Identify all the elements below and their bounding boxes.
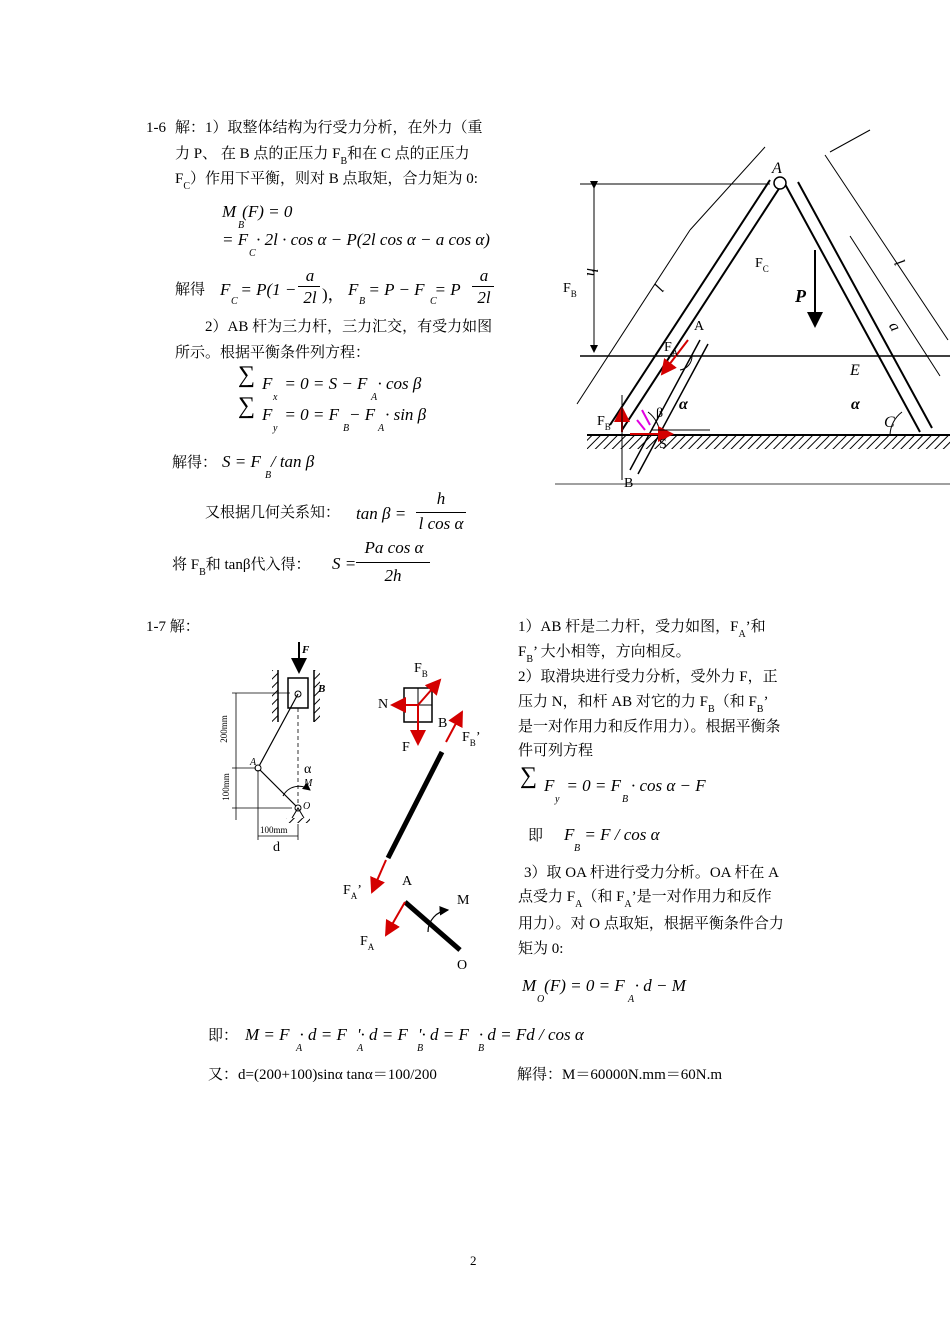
fig16-label-a: a	[885, 319, 904, 335]
p17-r1: 1）AB 杆是二力杆，受力如图，$F_A$’和	[518, 619, 766, 640]
fig16-point-A: A	[694, 319, 705, 334]
p16-tan-num: h	[436, 489, 446, 508]
p16-sumFy: F = 0 = F − F · sin β	[262, 405, 427, 424]
fig17b-B: B	[438, 716, 448, 731]
fig17-label-A: A	[250, 757, 257, 768]
p17-last-line-b: 解得：M＝60000N.mm＝60N.m	[517, 1067, 723, 1083]
p17-ji-eq: F = F / cos α	[564, 825, 660, 844]
p17-sub-B2: B	[574, 843, 581, 854]
p16-step2-a: 2）AB 杆为三力杆，三力汇交，有受力如图	[205, 319, 493, 335]
p17-final-sub2: A	[357, 1043, 364, 1054]
p17-r5: 是一对作用力和反作用力）。根据平衡条	[518, 719, 781, 735]
fig17-label-alpha: α	[304, 762, 312, 777]
fig16-S: S	[659, 437, 667, 452]
fig16-FA: $F_A$	[664, 340, 679, 358]
fig16-label-l-left: l	[651, 282, 669, 296]
problem-1-6-label: 1-6	[146, 120, 166, 136]
p16-s-num: Pa cos α	[364, 538, 424, 557]
p16-fb-num: a	[479, 266, 489, 285]
p16-sub-B2: B	[343, 423, 350, 434]
p16-subst-label: 将 $F_B$和 tanβ代入得：	[172, 557, 311, 578]
fig17-label-F: F	[302, 644, 310, 656]
sum-symbol-2: ∑	[238, 393, 256, 419]
fig16-label-h: h	[583, 268, 600, 276]
p17-r3: 2）取滑块进行受力分析，受外力 F，正	[518, 669, 778, 685]
fig16-label-alpha-right: α	[851, 396, 860, 413]
p16-tan-lhs: tan β =	[356, 504, 407, 523]
p17-sub-B1: B	[622, 794, 629, 805]
sum-symbol-3: ∑	[520, 763, 538, 789]
p17-s3b: 点受力 $F_A$（和 $F_A$’是一对作用力和反作	[518, 889, 772, 910]
fig16-label-C: C	[884, 414, 895, 431]
p16-moment-eq1: M (F) = 0	[222, 202, 293, 221]
page-number: 2	[470, 1253, 477, 1268]
fig17-label-M: M	[304, 778, 313, 789]
fig16-label-P: P	[795, 286, 806, 306]
p17-sub-y: y	[555, 794, 560, 805]
p16-fc-num: a	[305, 266, 315, 285]
p16-line1: 解：1）取整体结构为行受力分析，在外力（重	[175, 120, 483, 136]
p16-geo-label: 又根据几何关系知：	[205, 505, 341, 521]
p16-solve-label: 解得	[175, 282, 206, 298]
p17-mo-eq: M (F) = 0 = F · d − M	[522, 976, 686, 995]
fig17b-FBp: $F_B$’	[462, 730, 481, 748]
p16-line2: 力 P、 在 B 点的正压力 $F_B$和在 C 点的正压力	[175, 146, 470, 167]
p17-r6: 件可列方程	[518, 743, 594, 759]
p16-sub-A1: A	[371, 392, 378, 403]
fig16-FC: $F_C$	[755, 256, 769, 274]
p16-solve2-label: 解得：	[172, 455, 218, 471]
fig16-label-A: A	[772, 160, 782, 177]
fig17-dim-100-horizontal: 100mm	[260, 825, 288, 835]
p16-solve2-eq: S = F / tan β	[222, 452, 315, 471]
fig16-FB: $F_B$	[563, 281, 577, 299]
p16-step2-b: 所示。根据平衡条件列方程：	[175, 345, 371, 361]
p16-sub-x: x	[273, 392, 278, 403]
fig17b-N: N	[378, 697, 389, 712]
p16-sub-A2: A	[378, 423, 385, 434]
p17-r4: 压力 N，和杆 AB 对它的力 $F_B$（和 $F_B$’	[518, 694, 769, 715]
p16-line3: $F_C$）作用下平衡，则对 B 点取矩，合力矩为 0:	[175, 171, 478, 192]
fig17b-FAp: $F_A$’	[343, 883, 362, 901]
p17-final-label: 即：	[208, 1028, 239, 1044]
p17-sub-A-mo: A	[628, 994, 635, 1005]
fig16-FB2: $F_B$	[597, 414, 611, 432]
p16-fc-sub: C	[231, 296, 238, 307]
p17-sub-O: O	[537, 994, 545, 1005]
p16-sub-y: y	[273, 423, 278, 434]
fig17-label-O: O	[303, 801, 311, 812]
p16-solve2-sub: B	[265, 470, 272, 481]
fig17b-F: F	[402, 740, 410, 755]
fig16-label-alpha-left: α	[679, 396, 688, 413]
fig17b-FA: $F_A$	[360, 934, 375, 952]
fig17b-FB: $F_B$	[414, 661, 428, 679]
fig17-dim-100-vertical: 100mm	[220, 773, 231, 801]
p17-final-sub4: B	[478, 1043, 485, 1054]
fig17b-O: O	[457, 958, 468, 973]
fig17-dim-200: 200mm	[218, 715, 229, 743]
p17-sumFy: F = 0 = F · cos α − F	[544, 776, 706, 795]
p17-final-sub1: A	[296, 1043, 303, 1054]
fig16-label-l-right: l	[890, 256, 908, 269]
p16-fb-eq: F = P − F = P	[348, 280, 461, 299]
fig17b-A: A	[402, 874, 413, 889]
fig17b-M: M	[457, 893, 470, 908]
p17-r2: $F_B$’ 大小相等，方向相反。	[518, 644, 691, 665]
p16-fb-sub2: C	[430, 296, 437, 307]
p16-fc-den: 2l	[303, 288, 317, 307]
fig17-label-B: B	[318, 683, 326, 695]
fig16-point-B: B	[624, 476, 634, 491]
p17-final-eq: M = F · d = F '· d = F '· d = F · d = Fd / cos α	[245, 1025, 584, 1044]
p17-s3f: 矩为 0:	[518, 941, 564, 957]
p17-s3a: 3）取 OA 杆进行受力分析。OA 杆在 A	[524, 865, 780, 881]
p16-fb-sub: B	[359, 296, 366, 307]
p17-s3e: 用力）。对 O 点取矩，根据平衡条件合力	[518, 916, 784, 932]
fig16-beta: β	[656, 406, 664, 421]
fig16-label-E: E	[850, 362, 860, 379]
p16-s-den: 2h	[384, 566, 402, 585]
fig17-label-d: d	[273, 840, 280, 855]
p16-s-lhs: S =	[332, 554, 357, 573]
p17-final-sub3: B	[417, 1043, 424, 1054]
p16-moment-eq2: = F · 2l · cos α − P(2l cos α − a cos α)	[222, 230, 490, 249]
p16-eq1-sub: B	[238, 220, 245, 231]
p16-fc-eq: F = P(1 −	[220, 280, 297, 299]
sum-symbol-1: ∑	[238, 362, 256, 388]
p16-tan-den: l cos α	[418, 514, 464, 533]
p16-fb-den: 2l	[477, 288, 491, 307]
problem-1-7-label: 1-7 解：	[146, 619, 200, 635]
p16-fc-close: )，	[322, 285, 345, 304]
p17-last-line-a: 又：d=(200+100)sinα tanα＝100/200	[208, 1067, 437, 1083]
p16-eq2-sub: C	[249, 248, 256, 259]
p16-sumFx: F = 0 = S − F · cos β	[262, 374, 422, 393]
p17-ji-label: 即	[528, 828, 544, 844]
